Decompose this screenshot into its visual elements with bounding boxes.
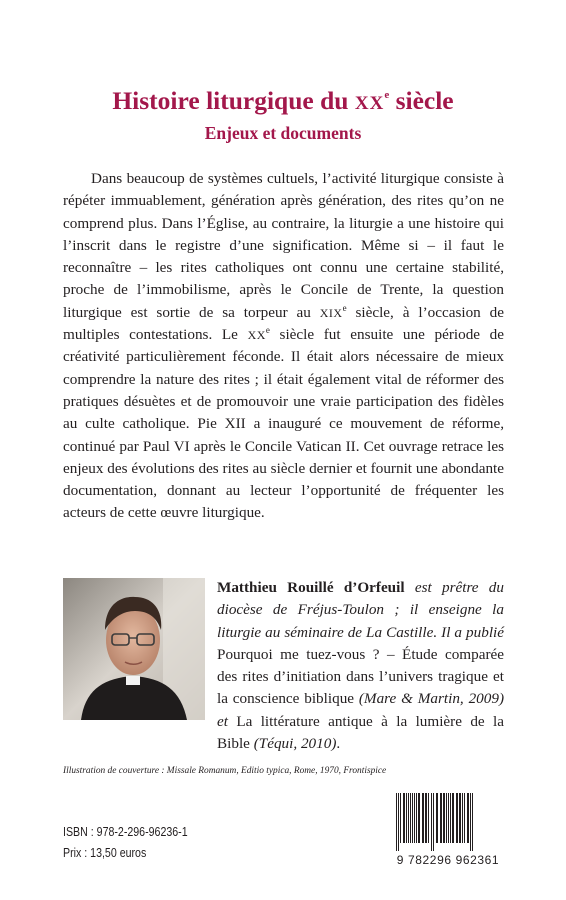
- barcode-bar: [456, 793, 458, 843]
- barcode-digits: 9 782296 962361: [396, 853, 500, 867]
- barcode-bar: [443, 793, 445, 843]
- barcode-bar: [428, 793, 429, 843]
- barcode-bars: [390, 791, 506, 853]
- barcode-bar: [403, 793, 405, 843]
- barcode-bar: [410, 793, 411, 843]
- barcode-bar: [446, 793, 447, 843]
- barcode-bar: [464, 793, 465, 843]
- barcode-bar: [462, 793, 463, 843]
- book-title: [0, 86, 566, 119]
- barcode-bar: [470, 793, 471, 851]
- barcode-bar: [414, 793, 415, 843]
- barcode-bar: [472, 793, 473, 851]
- barcode-bar: [408, 793, 409, 843]
- barcode-bar: [450, 793, 451, 843]
- barcode-bar: [418, 793, 420, 843]
- barcode-bar: [425, 793, 427, 843]
- barcode-bar: [422, 793, 424, 843]
- barcode-bar: [448, 793, 449, 843]
- title-century: XX: [354, 93, 385, 114]
- barcode-bar: [398, 793, 399, 851]
- author-portrait-image: [63, 578, 205, 720]
- barcode-bar: [436, 793, 438, 843]
- book-subtitle: Enjeux et documents: [204, 123, 362, 143]
- barcode-bar: [433, 793, 434, 851]
- author-name: Matthieu Rouillé d’Orfeuil: [217, 579, 405, 596]
- isbn-text: ISBN : 978-2-296-96236-1: [63, 825, 188, 839]
- barcode-bar: [400, 793, 401, 843]
- barcode-bar: [416, 793, 417, 843]
- price-text: Prix : 13,50 euros: [63, 846, 147, 860]
- title-text-end: siècle: [389, 86, 454, 115]
- barcode-bar: [431, 793, 432, 851]
- title-superscript: e: [384, 89, 390, 101]
- barcode-bar: [452, 793, 454, 843]
- author-bio: Matthieu Rouillé d’Orfeuil est prêtre du diocèse de Fréjus-Toulon ; il enseigne la liturgie au séminaire de La Castille. Il a publié Pourquoi me tuez-vous ? – Étude comparée des rites d’initiation dans l’univers tragique et la conscience biblique (Mare & Martin, 2009) et La littérature antique à la lumière de la Bible (Téqui, 2010).: [217, 579, 504, 753]
- book-reference: La littérature antique à la lumière de la Bible: [217, 712, 504, 753]
- barcode-bar: [396, 793, 397, 851]
- cover-illustration-credit: Illustration de couverture : Missale Romanum, Editio typica, Rome, 1970, Frontispice: [63, 766, 387, 776]
- barcode-bar: [459, 793, 461, 843]
- title-text: Histoire liturgique du: [112, 86, 355, 115]
- author-photo: [63, 578, 205, 720]
- summary-paragraph: Dans beaucoup de systèmes cultuels, l’activité liturgique consiste à répéter immuablement, génération après génération, des rites qu’on ne comprend plus. Dans l’Église, au contraire, la liturgie a une histoire qui l’inscrit dans le registre d’une signification. Même si – il faut le reconnaître – les rites catholiques ont connu une certaine stabilité, proche de l’immobilisme, après le Concile de Trente, la question liturgique est sortie de sa torpeur au XIXe siècle, à l’occasion de multiples contestations. Le XXe siècle fut ensuite une période de créativité particulièrement féconde. Il était alors nécessaire de mieux comprendre la nature des rites ; il était également vital de réformer des pratiques désuètes et de promouvoir une vraie participation des fidèles au culte catholique. Pie XII a inauguré ce mouvement de réforme, continué par Paul VI après le Concile Vatican II. Cet ouvrage retrace les enjeux des évolutions des rites au siècle dernier et fournit une abondante documentation, donnant au lecteur l’opportunité de fréquenter les acteurs de cette œuvre liturgique.: [63, 170, 504, 522]
- barcode-bar: [440, 793, 442, 843]
- barcode-bar: [467, 793, 469, 843]
- barcode-bar: [412, 793, 413, 843]
- barcode-bar: [406, 793, 407, 843]
- book-reference: Pourquoi me tuez-vous ? – Étude comparée des rites d’initiation dans l’univers tragique et la conscience biblique: [217, 645, 504, 708]
